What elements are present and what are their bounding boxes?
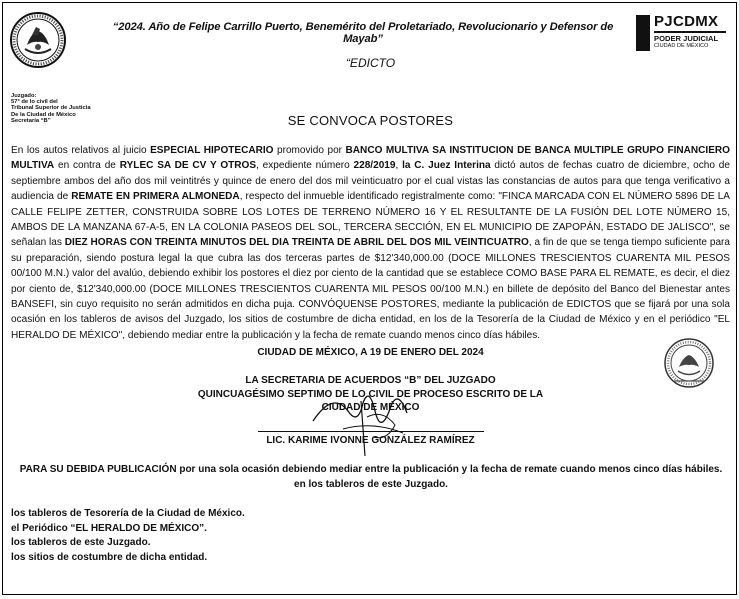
edict-document xyxy=(2,2,737,595)
logo-name: PJCDMX xyxy=(654,13,719,30)
court-line: Secretaría “B” xyxy=(11,117,51,124)
handwritten-signature xyxy=(303,381,423,461)
signature-line xyxy=(258,431,484,432)
secretary-line: LA SECRETARIA DE ACUERDOS “B” DEL JUZGADO xyxy=(245,375,496,386)
body-segment: , xyxy=(395,160,403,172)
body-segment: en contra de xyxy=(54,160,120,172)
logo-subtitle: PODER JUDICIAL xyxy=(654,34,719,43)
edicto-heading: “EDICTO xyxy=(345,56,396,70)
body-segment-bold: la C. Juez Interina xyxy=(402,160,491,172)
distribution-list xyxy=(11,507,245,565)
pjcdmx-logo-icon xyxy=(636,15,728,51)
header-motto: “2024. Año de Felipe Carrillo Puerto, Benemérito del Proletariado, Revolucionario y Defensor de Mayab” xyxy=(112,21,614,45)
body-segment: promovido por xyxy=(273,145,346,156)
body-segment-bold: REMATE EN PRIMERA ALMONEDA xyxy=(71,191,240,203)
secretary-line: CIUDAD DE MÉXICO xyxy=(321,402,420,413)
publication-lead: PARA SU DEBIDA PUBLICACIÓN xyxy=(19,464,177,475)
body-segment: , expediente número xyxy=(256,160,354,172)
court-line: 57° de lo civil del xyxy=(11,99,58,106)
body-segment: , a fin de que se tenga tiempo suficiente para su preparación, siendo postura legal la que cubra las dos terceras partes de $12'340,000.00 (DOCE MILLONES TRESCIENTOS CUARENTA MIL PESOS 00/100 M.N.) valor del avalúo, debiendo exhibir los postores el diez por ciento de la cantidad que se establece COMO BASE PARA EL REMATE, es decir, el diez por ciento de, $12'340,000.00 (DOCE MILLONES TRESCIENTOS CUARENTA MIL PESOS 00/100 M.N.) en billete de depósito del Banco del Bienestar antes BANSEFI, sin cuyo requisito no serán admitidos en dicha puja. CONVÓQUENSE POSTORES, mediante la publicación de EDICTOS que se fijará por una sola ocasión en los tableros de avisos del Juzgado, los sitios de costumbre de dicha entidad, en los de la Tesorería de la Ciudad de México y en el periódico "EL HERALDO DE MÉXICO", debiendo mediar entre la publicación y la fecha de remate cuando menos cinco días hábiles. xyxy=(11,237,730,341)
body-segment-bold: ESPECIAL HIPOTECARIO xyxy=(150,145,274,156)
logo-rule xyxy=(654,31,726,33)
document-date: CIUDAD DE MÉXICO, A 19 DE ENERO DEL 2024 xyxy=(257,347,484,358)
body-segment: En los autos relativos al juicio xyxy=(11,145,151,156)
list-item: los tableros de este Juzgado. xyxy=(11,537,151,549)
body-segment: dictó autos de fechas cuatro de diciembre, ocho de septiembre ambos del año dos mil veintitrés y quince de enero del dos mil veinticuatro por el cual vistas las constancias de autos para que tenga verificativo a audiencia de xyxy=(11,160,730,203)
body-segment-bold: BANCO MULTIVA SA INSTITUCION DE BANCA MULTIPLE GRUPO FINANCIERO MULTIVA xyxy=(11,145,730,172)
publication-rest: por una sola ocasión debiendo mediar entre la publicación y la fecha de remate cuando menos cinco días hábiles. en los tableros de este Juzgado. xyxy=(176,464,723,490)
body-segment-bold: 228/2019 xyxy=(353,160,396,172)
body-segment-bold: DIEZ HORAS CON TREINTA MINUTOS DEL DIA TREINTA DE ABRIL DEL DOS MIL VEINTICUATRO xyxy=(64,237,529,249)
edict-body xyxy=(11,143,730,343)
body-segment-bold: RYLEC SA DE CV Y OTROS xyxy=(119,160,257,172)
list-item: los sitios de costumbre de dicha entidad. xyxy=(11,551,208,563)
court-line: Juzgado: xyxy=(11,93,37,99)
list-item: el Periódico “EL HERALDO DE MÉXICO”. xyxy=(11,522,207,534)
court-line: Tribunal Superior de Justicia xyxy=(11,105,91,112)
logo-mark xyxy=(636,15,650,51)
logo-city: CIUDAD DE MÉXICO xyxy=(654,43,709,49)
body-segment: , respecto del inmueble identificado registralmente como: "FINCA MARCADA CON EL NÚMERO 5896 DE LA CALLE FELIPE ZETTER, CONSTRUIDA SOBRE LOS LOTES DE TERRENO NÚMERO 16 Y EL RESULTANTE DE LA FUSIÓN DEL LOTE NÚMERO 15, AMBOS DE LA MANZANA 67-A-5, EN LA COLONIA PASEOS DEL SOL, TERCERA SECCIÓN, EN EL MUNICIPIO DE ZAPOPÁN, ESTADO DE JALISCO", se señalan las xyxy=(11,191,730,249)
document-title: SE CONVOCA POSTORES xyxy=(287,113,454,128)
secretary-line: QUINCUAGÉSIMO SEPTIMO DE LO CIVIL DE PROCESO ESCRITO DE LA xyxy=(197,388,544,400)
list-item: los tableros de Tesorería de la Ciudad de México. xyxy=(11,508,245,519)
secretary-name: LIC. KARIME IVONNE GONZÁLEZ RAMÍREZ xyxy=(266,435,475,446)
court-line: De la Ciudad de México xyxy=(11,111,76,118)
publication-note xyxy=(13,463,729,492)
